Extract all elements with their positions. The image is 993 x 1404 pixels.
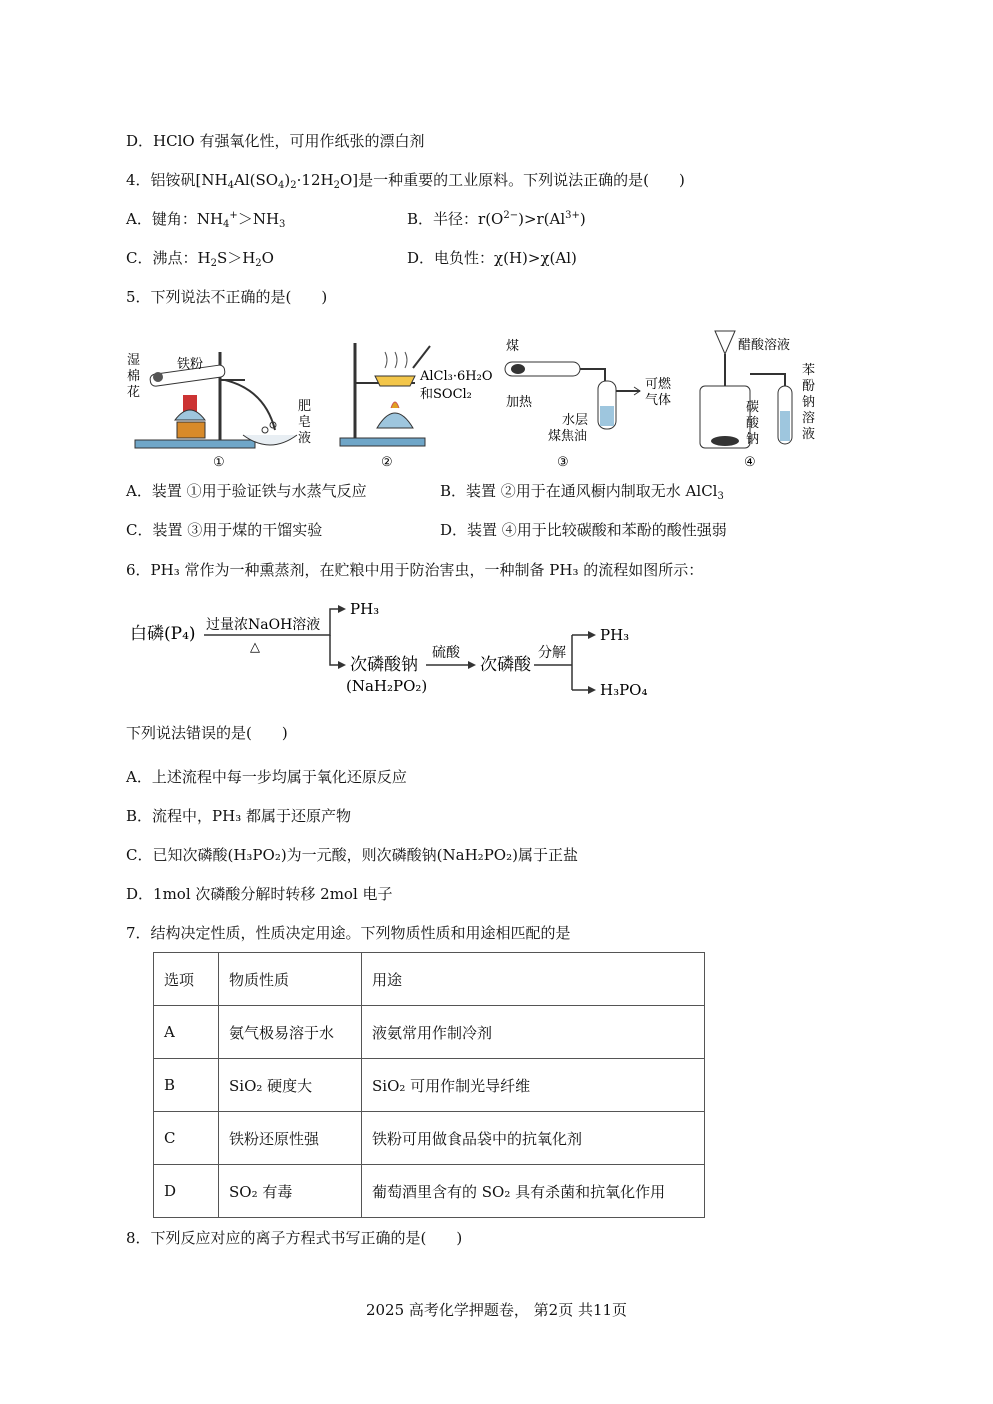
q4-option-d: D．电负性：χ(H)>χ(Al) (407, 249, 577, 267)
table-cell: A (154, 1006, 219, 1059)
q4-stem: 4．铝铵矾$[NH_4Al(SO_4)_2\cdot 12H_2O]$是一种重要的工业原料。下列说法正确的是( ) (126, 171, 685, 191)
q5-option-b: B．装置 ②用于在通风橱内制取无水 AlCl$_3$ (440, 482, 724, 502)
flow-condition-sulfuric: 硫酸 (432, 645, 460, 661)
q6-flow-diagram (126, 595, 666, 705)
fig3-label-tar: 煤焦油 (548, 429, 588, 444)
q6-stem: 6．PH₃ 常作为一种熏蒸剂，在贮粮中用于防治害虫，一种制备 PH₃ 的流程如图所示： (126, 561, 704, 579)
q7-stem: 7．结构决定性质，性质决定用途。下列物质性质和用途相匹配的是 (126, 924, 571, 942)
table-cell: D (154, 1165, 219, 1218)
q3-option-d: D．HClO 有强氧化性，可用作纸张的漂白剂 (126, 132, 425, 150)
flow-condition-heat: △ (250, 640, 260, 655)
fig1-label-soap1: 肥 (298, 399, 312, 414)
table-cell: 氨气极易溶于水 (219, 1006, 362, 1059)
fig3-label-coal: 煤 (506, 339, 520, 354)
table-header: 选项 (154, 953, 219, 1006)
q6-question: 下列说法错误的是( ) (126, 724, 288, 742)
fig1-label-flower: 花 (127, 385, 141, 400)
flow-condition-naoh: 过量浓NaOH溶液 (206, 617, 321, 633)
flow-white-phosphorus: 白磷(P₄) (130, 624, 196, 644)
q4-option-b: B．半径：$r(O^{2-})>r(Al^{3+})$ (407, 210, 586, 228)
table-row (154, 1059, 705, 1112)
flow-sodium-hypophosphite-formula: (NaH₂PO₂) (346, 677, 428, 695)
apparatus-1-figure (125, 340, 315, 472)
table-cell: B (154, 1059, 219, 1112)
fig4-label-p3: 钠 (802, 395, 816, 410)
fig3-label-water: 水层 (562, 413, 589, 428)
fig3-label-gas2: 气体 (645, 393, 672, 408)
fig1-label-wet: 湿 (127, 353, 141, 368)
flow-h3po4: H₃PO₄ (600, 681, 648, 699)
fig1-label-soap2: 皂 (298, 415, 312, 430)
fig4-label-p4: 溶 (802, 411, 816, 426)
q5-option-d: D．装置 ④用于比较碳酸和苯酚的酸性强弱 (440, 521, 727, 539)
table-cell: SiO₂ 硬度大 (219, 1059, 362, 1112)
table-cell: 铁粉还原性强 (219, 1112, 362, 1165)
q6-option-c: C．已知次磷酸(H₃PO₂)为一元酸，则次磷酸钠(NaH₂PO₂)属于正盐 (126, 846, 578, 864)
q5-option-a: A．装置 ①用于验证铁与水蒸气反应 (126, 482, 367, 500)
fig3-number: ③ (557, 455, 569, 470)
apparatus-2-figure (335, 338, 505, 472)
q5-option-c: C．装置 ③用于煤的干馏实验 (126, 521, 323, 539)
table-cell: 液氨常用作制冷剂 (362, 1006, 705, 1059)
q6-option-b: B．流程中，PH₃ 都属于还原产物 (126, 807, 351, 825)
fig3-label-heat: 加热 (506, 395, 533, 410)
table-cell: SO₂ 有毒 (219, 1165, 362, 1218)
table-cell: SiO₂ 可用作制光导纤维 (362, 1059, 705, 1112)
fig1-label-soap3: 液 (298, 431, 312, 446)
q5-stem: 5．下列说法不正确的是( ) (126, 288, 328, 306)
fig2-label-socl2: 和SOCl₂ (420, 387, 472, 402)
q7-table (153, 952, 705, 1218)
fig4-label-c1: 碳 (746, 400, 760, 415)
fig1-label-cotton: 棉 (127, 369, 141, 384)
table-cell: 铁粉可用做食品袋中的抗氧化剂 (362, 1112, 705, 1165)
q6-option-d: D．1mol 次磷酸分解时转移 2mol 电子 (126, 885, 393, 903)
flow-condition-decompose: 分解 (538, 645, 566, 661)
q4-option-c: C．沸点：$H_2S>H_2O$ (126, 249, 274, 269)
fig4-label-acetic: 醋酸溶液 (738, 338, 791, 353)
q4-option-a: A．键角：$NH_4^+>NH_3$ (126, 210, 286, 230)
fig4-label-p5: 液 (802, 427, 816, 442)
flow-ph3-2: PH₃ (600, 626, 630, 644)
fig1-label-iron: 铁粉 (177, 357, 204, 372)
table-cell: 葡萄酒里含有的 SO₂ 具有杀菌和抗氧化作用 (362, 1165, 705, 1218)
apparatus-3-figure (500, 336, 685, 472)
fig4-number: ④ (744, 455, 756, 470)
flow-sodium-hypophosphite: 次磷酸钠 (350, 655, 418, 675)
table-row (154, 1165, 705, 1218)
fig4-label-c2: 酸 (746, 416, 760, 431)
table-header-row (154, 953, 705, 1006)
flow-hypophosphorous-acid: 次磷酸 (480, 655, 531, 675)
table-cell: C (154, 1112, 219, 1165)
flow-ph3-1: PH₃ (350, 600, 380, 618)
fig1-number: ① (213, 455, 225, 470)
fig4-label-p2: 酚 (802, 379, 816, 394)
fig2-label-reagent: AlCl₃·6H₂O (420, 369, 493, 384)
fig4-label-c3: 钠 (746, 432, 760, 447)
table-row (154, 1006, 705, 1059)
fig4-label-p1: 苯 (802, 363, 816, 378)
apparatus-4-figure (690, 316, 830, 472)
table-header: 用途 (362, 953, 705, 1006)
q6-option-a: A．上述流程中每一步均属于氧化还原反应 (126, 768, 407, 786)
fig3-label-gas1: 可燃 (645, 377, 672, 392)
table-row (154, 1112, 705, 1165)
table-header: 物质性质 (219, 953, 362, 1006)
q8-stem: 8．下列反应对应的离子方程式书写正确的是( ) (126, 1229, 463, 1247)
page-footer: 2025 高考化学押题卷， 第2页 共11页 (365, 1301, 628, 1319)
fig2-number: ② (381, 455, 393, 470)
